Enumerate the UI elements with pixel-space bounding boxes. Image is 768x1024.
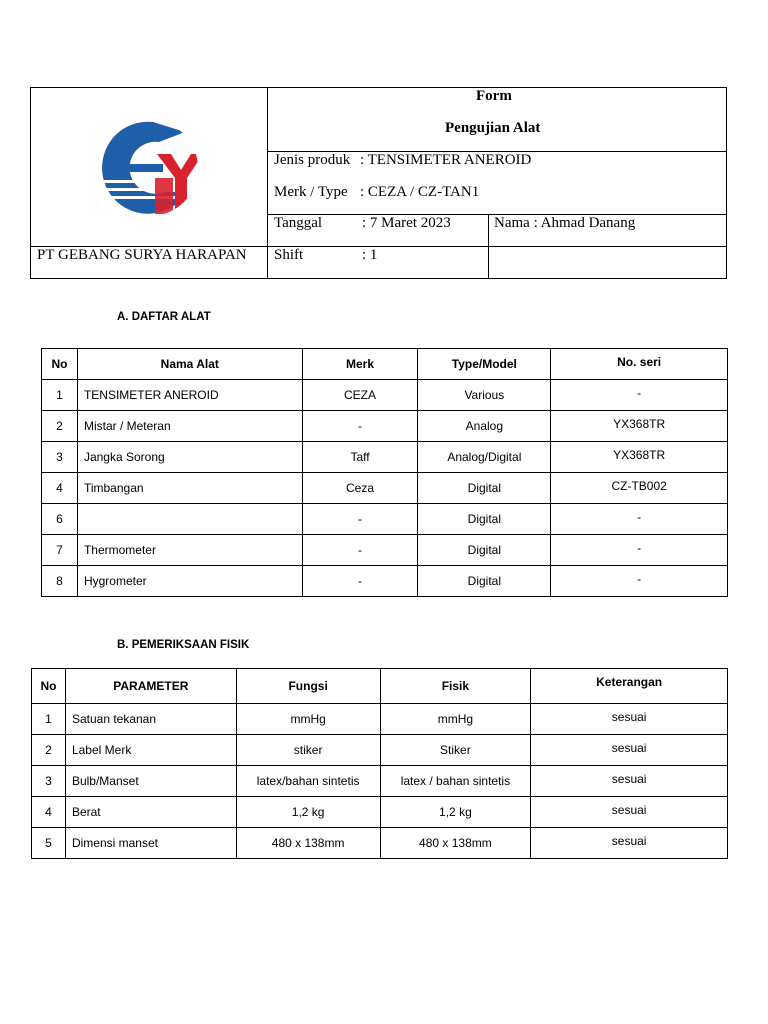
table-cell: 480 x 138mm [380, 828, 531, 859]
table-row [42, 442, 728, 473]
column-header: PARAMETER [65, 669, 236, 704]
shift-label: Shift [274, 247, 304, 263]
jenis-value: : TENSIMETER ANEROID [360, 152, 532, 168]
table-cell: Digital [418, 535, 551, 566]
table-cell: mmHg [236, 704, 380, 735]
table-cell: - [302, 411, 418, 442]
table-cell: Dimensi manset [65, 828, 236, 859]
table-cell: latex/bahan sintetis [236, 766, 380, 797]
form-header [30, 87, 727, 279]
table-cell: - [551, 380, 728, 411]
tanggal-label: Tanggal [274, 215, 323, 231]
table-row [42, 566, 728, 597]
table-row [32, 766, 728, 797]
table-cell: Jangka Sorong [77, 442, 302, 473]
table-cell: Timbangan [77, 473, 302, 504]
merk-label: Merk / Type [274, 184, 348, 200]
column-header: No [32, 669, 66, 704]
table-cell: Label Merk [65, 735, 236, 766]
merk-value: : CEZA / CZ-TAN1 [360, 184, 480, 200]
table-cell: sesuai [531, 828, 728, 859]
company-logo-icon [95, 118, 205, 218]
table-header-row [32, 669, 728, 704]
table-cell: 3 [32, 766, 66, 797]
table-cell: latex / bahan sintetis [380, 766, 531, 797]
table-cell: Taff [302, 442, 418, 473]
table-cell: 2 [32, 735, 66, 766]
table-cell: YX368TR [551, 442, 728, 473]
table-row [42, 473, 728, 504]
table-cell: Ceza [302, 473, 418, 504]
table-cell [77, 504, 302, 535]
table-cell: stiker [236, 735, 380, 766]
table-cell: Thermometer [77, 535, 302, 566]
table-cell: 1,2 kg [236, 797, 380, 828]
table-header-row [42, 349, 728, 380]
divider [267, 88, 268, 278]
table-cell: TENSIMETER ANEROID [77, 380, 302, 411]
table-row [32, 704, 728, 735]
column-header: Keterangan [531, 669, 728, 704]
table-cell: - [551, 535, 728, 566]
table-cell: sesuai [531, 704, 728, 735]
form-subtitle: Pengujian Alat [445, 120, 541, 136]
table-cell: 1 [32, 704, 66, 735]
table-cell: CZ-TB002 [551, 473, 728, 504]
table-cell: YX368TR [551, 411, 728, 442]
section-a-title: A. DAFTAR ALAT [117, 311, 211, 323]
table-cell: 7 [42, 535, 78, 566]
table-row [42, 380, 728, 411]
table-cell: 5 [32, 828, 66, 859]
table-cell: 1 [42, 380, 78, 411]
table-row [42, 504, 728, 535]
column-header: No [42, 349, 78, 380]
table-cell: sesuai [531, 766, 728, 797]
column-header: No. seri [551, 349, 728, 380]
table-cell: 3 [42, 442, 78, 473]
table-cell: Hygrometer [77, 566, 302, 597]
table-cell: 480 x 138mm [236, 828, 380, 859]
pemeriksaan-fisik-table [31, 668, 728, 859]
table-cell: Digital [418, 473, 551, 504]
section-b-title: B. PEMERIKSAAN FISIK [117, 639, 250, 651]
table-row [42, 411, 728, 442]
table-cell: Digital [418, 504, 551, 535]
divider [488, 214, 489, 278]
table-cell: Stiker [380, 735, 531, 766]
tanggal-value: : 7 Maret 2023 [362, 215, 451, 231]
table-cell: Digital [418, 566, 551, 597]
jenis-label: Jenis produk [274, 152, 351, 168]
table-cell: - [302, 535, 418, 566]
table-cell: Mistar / Meteran [77, 411, 302, 442]
table-row [42, 535, 728, 566]
column-header: Type/Model [418, 349, 551, 380]
column-header: Merk [302, 349, 418, 380]
column-header: Nama Alat [77, 349, 302, 380]
table-cell: 8 [42, 566, 78, 597]
table-cell: CEZA [302, 380, 418, 411]
table-cell: Analog [418, 411, 551, 442]
table-cell: Berat [65, 797, 236, 828]
table-cell: 4 [42, 473, 78, 504]
table-row [32, 735, 728, 766]
table-cell: Analog/Digital [418, 442, 551, 473]
table-cell: mmHg [380, 704, 531, 735]
column-header: Fisik [380, 669, 531, 704]
table-cell: sesuai [531, 797, 728, 828]
table-cell: sesuai [531, 735, 728, 766]
table-row [32, 828, 728, 859]
table-cell: Various [418, 380, 551, 411]
table-cell: - [551, 504, 728, 535]
column-header: Fungsi [236, 669, 380, 704]
form-title: Form [476, 88, 512, 104]
table-cell: Bulb/Manset [65, 766, 236, 797]
company-name: PT GEBANG SURYA HARAPAN [37, 247, 247, 263]
table-cell: 4 [32, 797, 66, 828]
table-cell: - [302, 566, 418, 597]
daftar-alat-table [41, 348, 728, 597]
table-cell: Satuan tekanan [65, 704, 236, 735]
table-cell: 6 [42, 504, 78, 535]
table-cell: - [551, 566, 728, 597]
nama-field: Nama : Ahmad Danang [494, 215, 636, 231]
table-row [32, 797, 728, 828]
table-cell: 1,2 kg [380, 797, 531, 828]
table-cell: - [302, 504, 418, 535]
table-cell: 2 [42, 411, 78, 442]
shift-value: : 1 [362, 247, 378, 263]
